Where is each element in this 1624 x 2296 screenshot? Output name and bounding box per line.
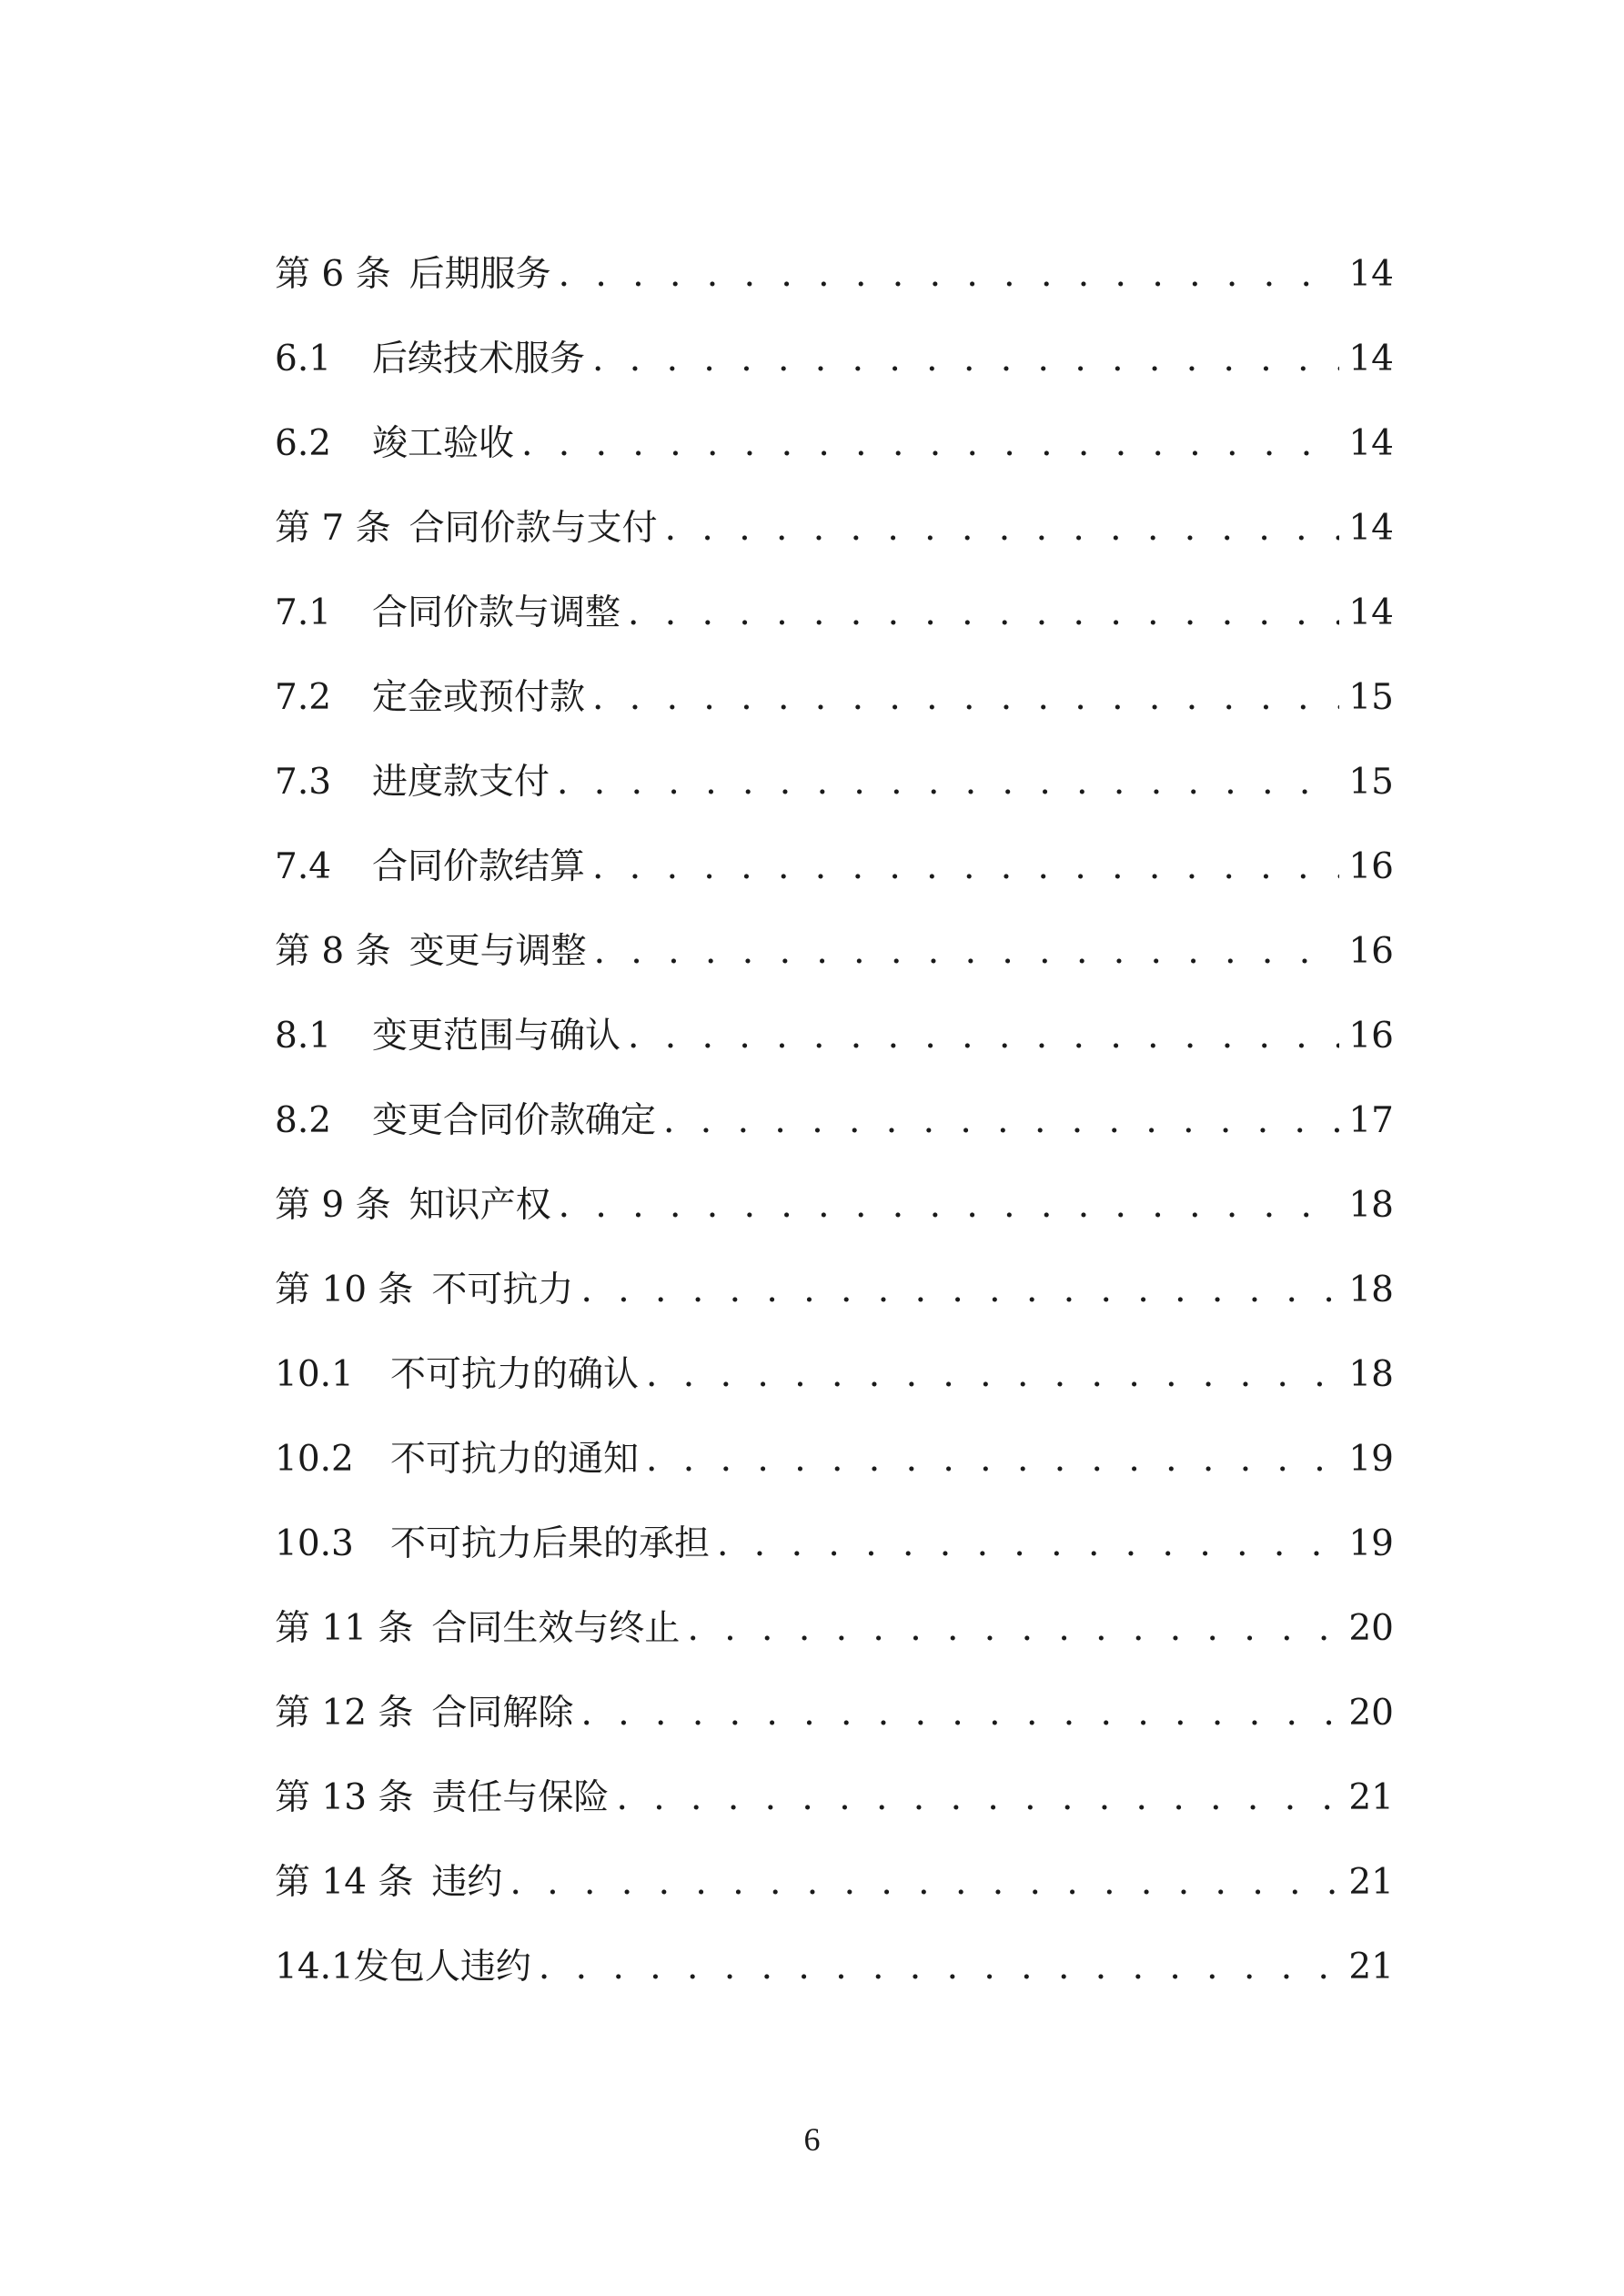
toc-entry-title: 后期服务: [409, 254, 551, 295]
toc-entry-label: [275, 1684, 573, 1743]
toc-entry-page: 14: [1348, 592, 1394, 633]
toc-entry[interactable]: [275, 838, 1394, 923]
toc-entry-title: 变更范围与确认: [372, 1016, 621, 1057]
toc-entry-page: 14: [1348, 254, 1394, 295]
toc-entry-page: 21: [1348, 1862, 1394, 1903]
toc-dot-leader: [646, 1431, 1339, 1489]
toc-entry-number: 8.2: [275, 1100, 332, 1141]
toc-entry-title: 合同价款结算: [372, 846, 586, 887]
toc-dot-leader: [580, 1261, 1339, 1320]
toc-entry-title: 违约: [431, 1862, 503, 1903]
toc-entry-title: 进度款支付: [372, 762, 550, 803]
toc-dot-leader: [665, 500, 1340, 558]
toc-entry-label: [275, 330, 585, 389]
toc-entry-label: [275, 1515, 710, 1573]
toc-entry-title: 合同解除: [431, 1693, 574, 1734]
toc-entry-page: 14: [1348, 508, 1394, 549]
toc-entry-label: [275, 1769, 609, 1827]
toc-entry-number: 第 6 条: [275, 254, 391, 295]
toc-entry[interactable]: [275, 754, 1394, 838]
toc-entry-title: 不可抗力的通知: [390, 1439, 640, 1480]
toc-dot-leader: [539, 1938, 1340, 1997]
toc-entry-number: 10.2: [275, 1439, 354, 1480]
toc-entry-page: 18: [1348, 1185, 1394, 1226]
toc-entry[interactable]: [275, 1177, 1394, 1261]
toc-entry[interactable]: [275, 415, 1394, 500]
toc-entry-number: 7.3: [275, 762, 332, 803]
toc-dot-leader: [628, 584, 1339, 642]
toc-dot-leader: [592, 330, 1339, 389]
toc-entry-number: 7.2: [275, 677, 332, 718]
toc-dot-leader: [663, 1092, 1339, 1150]
toc-entry[interactable]: [275, 1515, 1394, 1600]
toc-entry-number: 第 7 条: [275, 508, 391, 549]
toc-entry-page: 18: [1348, 1354, 1394, 1395]
toc-entry[interactable]: [275, 246, 1394, 330]
toc-dot-leader: [717, 1515, 1339, 1573]
toc-entry[interactable]: [275, 500, 1394, 584]
toc-entry-label: [275, 1007, 620, 1066]
toc-entry-label: [275, 1092, 656, 1150]
toc-entry[interactable]: [275, 923, 1394, 1007]
toc-entry-label: [275, 1938, 531, 1997]
toc-entry-title: 不可抗力后果的承担: [390, 1523, 711, 1564]
toc-entry-label: [275, 923, 587, 981]
toc-entry-label: [275, 1177, 551, 1235]
toc-entry[interactable]: [275, 1854, 1394, 1938]
toc-entry-page: 17: [1348, 1100, 1394, 1141]
toc-entry-label: [275, 415, 514, 473]
toc-entry-title: 变更与调整: [409, 931, 587, 972]
toc-entry-title: 变更合同价款确定: [372, 1100, 657, 1141]
toc-entry[interactable]: [275, 1600, 1394, 1684]
toc-dot-leader: [592, 838, 1339, 896]
toc-entry[interactable]: [275, 1261, 1394, 1346]
toc-entry[interactable]: [275, 1007, 1394, 1092]
toc-entry-number: 7.1: [275, 592, 332, 633]
toc-dot-leader: [557, 754, 1339, 812]
toc-entry-page: 19: [1348, 1439, 1394, 1480]
toc-entry-label: [275, 1854, 502, 1912]
toc-entry[interactable]: [275, 669, 1394, 754]
toc-entry-title: 合同价款与调整: [372, 592, 621, 633]
toc-entry-page: 16: [1348, 931, 1394, 972]
toc-entry-page: 14: [1348, 423, 1394, 464]
toc-entry-number: 第 12 条: [275, 1693, 414, 1734]
toc-entry-title: 合同价款与支付: [409, 508, 658, 549]
toc-entry-number: 第 13 条: [275, 1777, 414, 1818]
toc-entry-page: 19: [1348, 1523, 1394, 1564]
toc-entry-number: 6.1: [275, 339, 332, 379]
toc-entry[interactable]: [275, 1346, 1394, 1431]
toc-entry-page: 18: [1348, 1269, 1394, 1310]
toc-dot-leader: [616, 1769, 1339, 1827]
toc-entry-page: 21: [1348, 1947, 1394, 1988]
toc-entry-page: 14: [1348, 339, 1394, 379]
toc-dot-leader: [628, 1007, 1339, 1066]
toc-entry[interactable]: [275, 1431, 1394, 1515]
toc-entry-page: 16: [1348, 1016, 1394, 1057]
toc-entry-label: [275, 1346, 639, 1404]
toc-entry-number: 10.1: [275, 1354, 354, 1395]
toc-entry-label: [275, 754, 550, 812]
toc-entry-label: [275, 1261, 573, 1320]
toc-entry-title: 不可抗力: [431, 1269, 574, 1310]
toc-entry-number: 8.1: [275, 1016, 332, 1057]
toc-entry-title: 责任与保险: [431, 1777, 610, 1818]
toc-entry-title: 合同生效与终止: [431, 1608, 681, 1649]
toc-entry-title: 后续技术服务: [372, 339, 586, 379]
toc-entry-page: 20: [1348, 1693, 1394, 1734]
toc-entry-number: 第 10 条: [275, 1269, 414, 1310]
toc-entry-number: 第 11 条: [275, 1608, 414, 1649]
toc-entry-page: 20: [1348, 1608, 1394, 1649]
toc-entry-title: 不可抗力的确认: [390, 1354, 640, 1395]
toc-dot-leader: [509, 1854, 1339, 1912]
toc-dot-leader: [592, 669, 1339, 727]
toc-entry[interactable]: [275, 1092, 1394, 1177]
toc-entry-title: 定金或预付款: [372, 677, 586, 718]
toc-entry-label: [275, 1600, 680, 1658]
toc-entry-title: 竣工验收: [372, 423, 515, 464]
toc-entry-label: [275, 246, 551, 304]
page-number: 6: [803, 2121, 821, 2158]
toc-entry[interactable]: [275, 1769, 1394, 1854]
toc-entry-number: 6.2: [275, 423, 332, 464]
toc-entry[interactable]: [275, 1938, 1394, 2023]
toc-entry-number: 10.3: [275, 1523, 354, 1564]
toc-entry-label: [275, 1431, 639, 1489]
toc-entry-page: 15: [1348, 677, 1394, 718]
toc-entry-title: 知识产权: [409, 1185, 551, 1226]
table-of-contents: [275, 246, 1394, 2023]
toc-dot-leader: [646, 1346, 1339, 1404]
toc-dot-leader: [687, 1600, 1339, 1658]
toc-entry-page: 15: [1348, 762, 1394, 803]
toc-dot-leader: [559, 1177, 1340, 1235]
toc-dot-leader: [559, 246, 1340, 304]
toc-entry-page: 21: [1348, 1777, 1394, 1818]
toc-entry-title: 发包人违约: [353, 1947, 531, 1988]
toc-dot-leader: [594, 923, 1340, 981]
toc-entry-label: [275, 584, 620, 642]
toc-dot-leader: [580, 1684, 1339, 1743]
toc-entry-label: [275, 500, 658, 558]
toc-entry[interactable]: [275, 584, 1394, 669]
toc-entry-number: 第 8 条: [275, 931, 391, 972]
toc-entry-number: 14.1: [275, 1947, 354, 1988]
toc-entry-number: 第 14 条: [275, 1862, 414, 1903]
toc-entry-page: 16: [1348, 846, 1394, 887]
toc-entry[interactable]: [275, 330, 1394, 415]
toc-entry-label: [275, 669, 585, 727]
toc-entry-number: 第 9 条: [275, 1185, 391, 1226]
toc-entry[interactable]: [275, 1684, 1394, 1769]
toc-entry-label: [275, 838, 585, 896]
toc-dot-leader: [521, 415, 1339, 473]
toc-entry-number: 7.4: [275, 846, 332, 887]
